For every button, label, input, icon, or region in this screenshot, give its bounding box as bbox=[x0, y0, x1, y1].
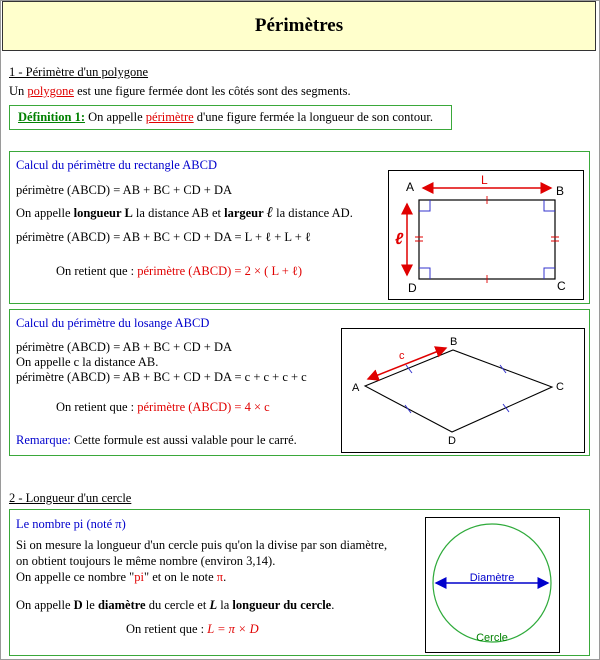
cercle-formula: L = π × D bbox=[207, 622, 259, 636]
rectangle-line2 bbox=[16, 205, 353, 222]
losange-line1: périmètre (ABCD) = AB + BC + CD + DA bbox=[16, 340, 233, 354]
vertex-a: A bbox=[406, 180, 415, 194]
losange-equal-marks bbox=[405, 365, 509, 413]
line3-end: . bbox=[223, 570, 227, 584]
intro-pre: Un bbox=[9, 84, 28, 98]
cercle-retient bbox=[126, 622, 259, 637]
pi-line2: on obtient toujours le même nombre (environ 3,14). bbox=[16, 554, 276, 568]
vertex-c: C bbox=[556, 381, 564, 393]
definition-post: d'une figure fermée la longueur de son contour. bbox=[193, 110, 433, 124]
intro-post: est une figure fermée dont les côtés sont des segments. bbox=[73, 84, 351, 98]
diameter-label: Diamètre bbox=[469, 572, 515, 584]
diameter-symbol: D bbox=[73, 598, 83, 612]
rectangle-shape bbox=[419, 200, 555, 279]
perimetre-link[interactable]: périmètre bbox=[145, 110, 194, 124]
vertex-a: A bbox=[352, 382, 360, 394]
rectangle-line3: périmètre (ABCD) = AB + BC + CD + DA = L + ℓ + L + ℓ bbox=[16, 230, 311, 244]
losange-diagram bbox=[342, 329, 584, 452]
pi-heading: Le nombre pi (noté π) bbox=[16, 517, 126, 531]
losange-shape bbox=[365, 350, 552, 432]
line2-b: la distance AB et bbox=[132, 206, 225, 220]
diameter-term: diamètre bbox=[97, 598, 146, 612]
vertex-c: C bbox=[557, 279, 566, 293]
line4-e: . bbox=[331, 598, 335, 612]
cercle-figure bbox=[425, 517, 560, 653]
definition-box bbox=[9, 105, 452, 130]
polygone-link[interactable]: polygone bbox=[27, 84, 74, 98]
rectangle-box bbox=[9, 151, 590, 304]
losange-remarque bbox=[16, 433, 297, 448]
right-angle-marks bbox=[419, 200, 555, 279]
rectangle-formula: périmètre (ABCD) = 2 × ( L + ℓ) bbox=[137, 264, 303, 278]
side-arrow bbox=[368, 348, 446, 379]
line4-b: le bbox=[82, 598, 98, 612]
rectangle-diagram bbox=[389, 171, 583, 299]
largeur-symbol: ℓ bbox=[266, 205, 273, 221]
definition-text bbox=[18, 110, 433, 125]
cercle-diagram bbox=[426, 518, 559, 652]
pi-symbol: π bbox=[216, 570, 224, 584]
losange-figure bbox=[341, 328, 585, 453]
definition-pre: On appelle bbox=[85, 110, 146, 124]
retient-pre: On retient que : bbox=[56, 400, 138, 414]
line4-c: du cercle et bbox=[145, 598, 210, 612]
rectangle-figure bbox=[388, 170, 584, 300]
pi-term: pi bbox=[134, 570, 144, 584]
remarque-label: Remarque: bbox=[16, 433, 71, 447]
equal-marks bbox=[415, 196, 559, 283]
definition-label: Définition 1: bbox=[18, 110, 86, 124]
pi-line3 bbox=[16, 570, 226, 585]
losange-retient bbox=[56, 400, 270, 415]
polygone-intro bbox=[9, 84, 351, 99]
page-title: Périmètres bbox=[2, 1, 596, 51]
retient-pre: On retient que : bbox=[56, 264, 138, 278]
line3-pre: On appelle ce nombre " bbox=[16, 570, 135, 584]
section2-heading: 2 - Longueur d'un cercle bbox=[9, 491, 132, 505]
longueur-term: longueur L bbox=[73, 206, 133, 220]
vertex-d: D bbox=[448, 435, 456, 447]
length-term: longueur du cercle bbox=[232, 598, 332, 612]
pi-line1: Si on mesure la longueur d'un cercle puis qu'on la divise par son diamètre, bbox=[16, 538, 388, 552]
label-c: c bbox=[399, 350, 405, 362]
remarque-text: Cette formule est aussi valable pour le carré. bbox=[70, 433, 297, 447]
rectangle-retient bbox=[56, 264, 302, 279]
line4-a: On appelle bbox=[16, 598, 74, 612]
losange-box bbox=[9, 309, 590, 456]
vertex-b: B bbox=[450, 336, 458, 348]
losange-heading: Calcul du périmètre du losange ABCD bbox=[16, 316, 210, 330]
largeur-term: largeur bbox=[224, 206, 267, 220]
vertex-b: B bbox=[556, 184, 565, 198]
line2-a: On appelle bbox=[16, 206, 74, 220]
vertex-d: D bbox=[408, 281, 417, 295]
line3-mid: " et on le note bbox=[143, 570, 217, 584]
circle-label: Cercle bbox=[476, 632, 508, 644]
length-symbol: L bbox=[209, 598, 218, 612]
label-l: ℓ bbox=[395, 231, 404, 248]
rectangle-heading: Calcul du périmètre du rectangle ABCD bbox=[16, 158, 217, 172]
line2-c: la distance AD. bbox=[272, 206, 353, 220]
retient-pre: On retient que : bbox=[126, 622, 208, 636]
losange-line2: On appelle c la distance AB. bbox=[16, 355, 159, 369]
cercle-box bbox=[9, 509, 590, 656]
losange-line3: périmètre (ABCD) = AB + BC + CD + DA = c + c + c + c bbox=[16, 370, 307, 384]
label-L: L bbox=[481, 173, 488, 187]
line4-d: la bbox=[217, 598, 233, 612]
rectangle-line1: périmètre (ABCD) = AB + BC + CD + DA bbox=[16, 183, 233, 197]
pi-line4 bbox=[16, 598, 334, 613]
section1-heading: 1 - Périmètre d'un polygone bbox=[9, 65, 149, 79]
losange-formula: périmètre (ABCD) = 4 × c bbox=[137, 400, 270, 414]
